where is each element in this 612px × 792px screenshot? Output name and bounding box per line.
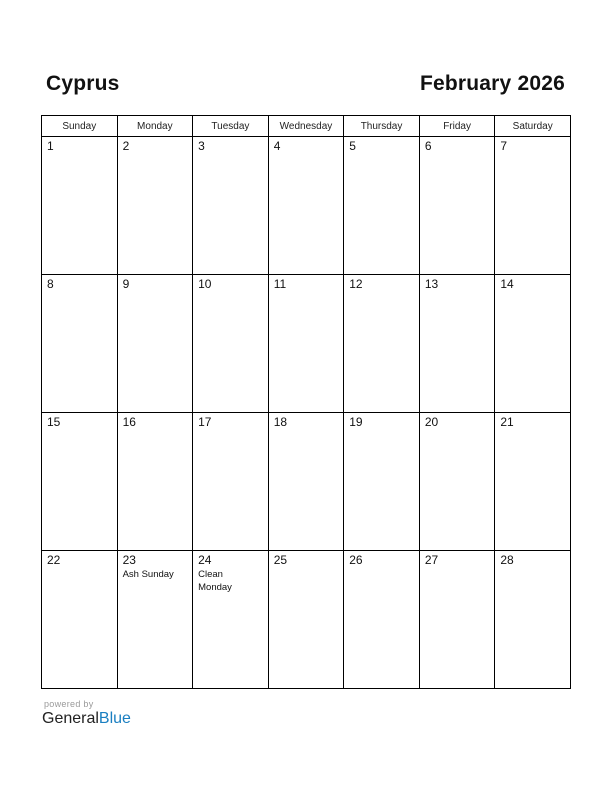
month-year-title: February 2026 [419,72,565,95]
day-number: 11 [273,277,287,291]
week-row [42,137,571,275]
day-number: 1 [47,139,54,153]
day-cell [495,275,571,413]
holiday-label: Ash Sunday [122,569,174,580]
country-title: Cyprus [46,72,120,95]
day-number: 25 [273,553,288,567]
day-cell [42,275,118,413]
day-cell [419,275,495,413]
day-cell [495,551,571,689]
weekday-header: Tuesday [193,116,269,137]
day-number: 23 [122,553,136,567]
day-number: 8 [47,277,54,291]
day-cell [117,551,193,689]
day-number: 15 [47,415,61,429]
weekday-header: Sunday [42,116,118,137]
weekday-header: Monday [117,116,193,137]
day-cell [193,551,269,689]
day-cell [419,413,495,551]
day-cell [419,551,495,689]
day-number: 19 [349,415,363,429]
weekday-header: Friday [419,116,495,137]
day-number: 6 [424,139,432,153]
powered-by-text: powered by [44,699,94,709]
weekday-header-row [42,116,571,137]
day-cell [193,137,269,275]
day-cell [117,137,193,275]
day-cell [42,137,118,275]
day-number: 2 [122,139,130,153]
day-cell [344,551,420,689]
day-cell [268,413,344,551]
weekday-header: Thursday [344,116,420,137]
brand-name-part2: Blue [98,710,131,727]
day-number: 21 [500,415,514,429]
day-number: 12 [349,277,363,291]
week-row [42,551,571,689]
weekday-header: Saturday [495,116,571,137]
day-number: 5 [349,139,356,153]
day-number: 10 [198,277,212,291]
brand-name-part1: General [42,710,99,727]
day-number: 3 [198,139,205,153]
day-cell [117,275,193,413]
day-number: 18 [273,415,288,429]
day-cell [268,275,344,413]
day-number: 4 [273,139,281,153]
day-cell [344,413,420,551]
week-row [42,413,571,551]
day-cell [42,413,118,551]
holiday-label: Clean Monday [198,569,232,593]
day-number: 28 [500,553,514,567]
day-cell [268,551,344,689]
day-cell [495,413,571,551]
day-number: 17 [198,415,212,429]
day-number: 9 [122,277,130,291]
day-number: 14 [500,277,514,291]
day-number: 22 [47,553,61,567]
day-number: 13 [424,277,439,291]
day-number: 27 [424,553,439,567]
day-cell [42,551,118,689]
generalblue-logo[interactable] [42,710,131,728]
day-number: 20 [424,415,439,429]
day-cell [268,137,344,275]
day-cell [495,137,571,275]
day-number: 7 [500,139,508,153]
weekday-header: Wednesday [268,116,344,137]
day-cell [344,275,420,413]
day-cell [344,137,420,275]
day-cell [193,413,269,551]
day-number: 16 [122,415,136,429]
day-cell [117,413,193,551]
day-number: 26 [349,553,363,567]
calendar-grid [41,115,571,689]
day-cell [419,137,495,275]
day-number: 24 [198,553,212,567]
week-row [42,275,571,413]
day-cell [193,275,269,413]
